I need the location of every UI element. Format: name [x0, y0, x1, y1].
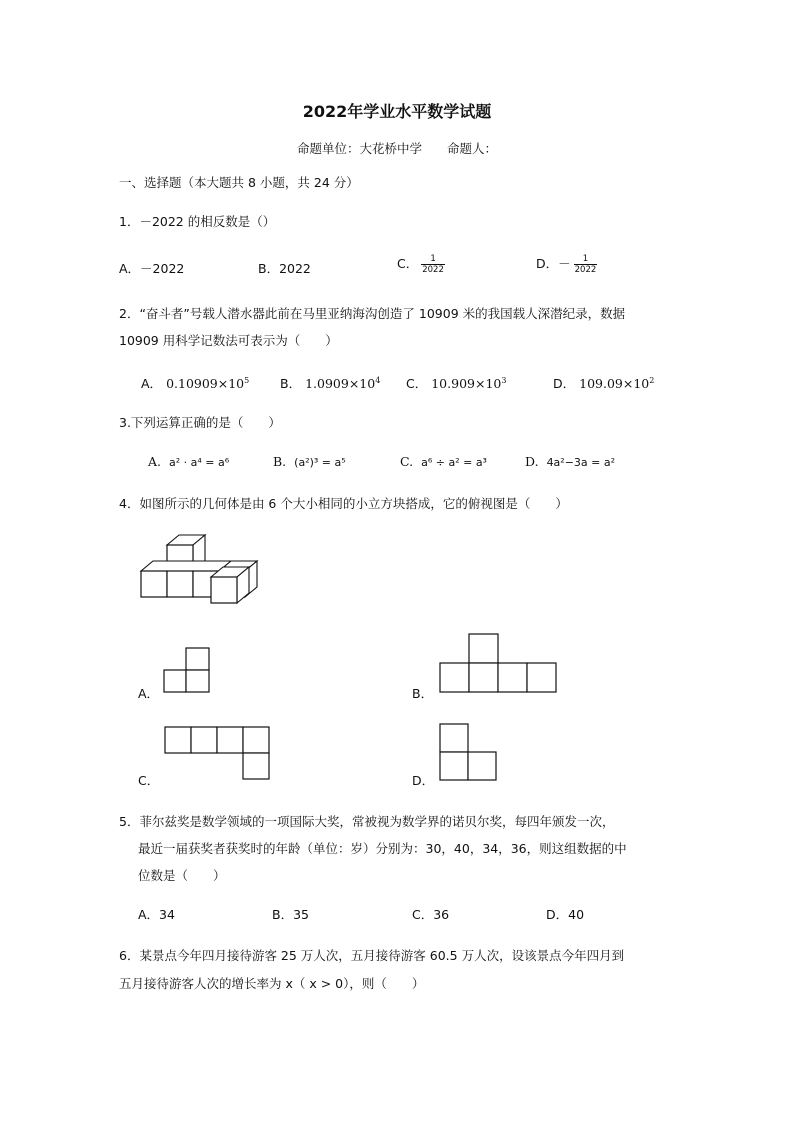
exponent: 4 — [375, 376, 381, 385]
section-heading: 一、选择题（本大题共 8 小题，共 24 分） — [119, 175, 359, 190]
q1-option-a: A．－2022 — [119, 261, 185, 276]
cube-face — [167, 571, 193, 597]
q1-option-d — [536, 254, 597, 275]
q1-option-d-fraction — [574, 254, 598, 275]
option-label: D． — [553, 376, 576, 391]
q5-option-d: D．40 — [546, 907, 585, 922]
option-expression: 4a²−3a = a² — [546, 456, 616, 469]
q2-option-a — [141, 374, 249, 392]
question-6-line-2: 五月接待游客人次的增长率为 x（ x > 0），则（ ） — [119, 976, 425, 991]
option-value: 10.909×10 — [431, 376, 502, 391]
q4-option-d-view — [438, 722, 498, 782]
option-label: A. — [148, 454, 162, 469]
option-label: D. — [525, 454, 539, 469]
question-2-line-2: 10909 用科学记数法可表示为（ ） — [119, 333, 338, 348]
question-5-line-2: 最近一届获奖者获奖时的年龄（单位：岁）分别为：30，40，34，36，则这组数据的中 — [138, 841, 627, 856]
fraction-denominator: 2022 — [422, 265, 444, 275]
q2-option-b — [280, 374, 380, 392]
q4-option-d-label: D． — [412, 773, 435, 788]
option-value: 109.09×10 — [579, 376, 650, 391]
q1-option-c-fraction — [421, 254, 445, 275]
q1-option-c-label: C． — [397, 256, 419, 271]
q4-option-b-label: B． — [412, 686, 434, 701]
q5-option-c: C．36 — [412, 907, 450, 922]
q4-option-c-view — [163, 725, 271, 781]
option-value: 1.0909×10 — [305, 376, 376, 391]
exponent: 2 — [649, 376, 655, 385]
q4-option-a-label: A． — [138, 686, 160, 701]
q4-option-c-label: C． — [138, 773, 160, 788]
option-label: A． — [141, 376, 163, 391]
question-4-stem: 4．如图所示的几何体是由 6 个大小相同的小立方块搭成，它的俯视图是（ ） — [119, 496, 568, 511]
q3-option-d — [525, 454, 615, 469]
fraction-denominator: 2022 — [574, 265, 597, 275]
q3-option-b — [273, 454, 346, 469]
fraction-numerator: 1 — [582, 254, 589, 264]
q2-option-c — [406, 374, 506, 392]
q1-option-b: B．2022 — [258, 261, 311, 276]
question-3-stem: 3.下列运算正确的是（ ） — [119, 415, 281, 430]
option-label: C. — [400, 454, 414, 469]
q5-option-b: B．35 — [272, 907, 309, 922]
fraction-numerator: 1 — [430, 254, 436, 264]
question-2-line-1: 2．“奋斗者”号载人潜水器此前在马里亚纳海沟创造了 10909 米的我国载人深潜纪录，数据 — [119, 306, 626, 321]
option-label: C． — [406, 376, 428, 391]
option-expression: a⁶ ÷ a² = a³ — [421, 456, 487, 469]
option-expression: a² · a⁴ = a⁶ — [169, 456, 230, 469]
q4-option-b-view — [438, 632, 558, 694]
exponent: 5 — [244, 376, 250, 385]
q4-option-a-view — [162, 646, 212, 694]
q2-option-d — [553, 374, 654, 392]
q3-option-c — [400, 454, 487, 469]
question-5-line-3: 位数是（ ） — [138, 868, 226, 883]
question-1-stem: 1．－2022 的相反数是（） — [119, 214, 276, 229]
cube-face — [211, 577, 237, 603]
option-label: B. — [273, 454, 287, 469]
page-subtitle: 命题单位：大花桥中学 命题人： — [296, 141, 497, 156]
option-value: 0.10909×10 — [166, 376, 245, 391]
option-expression: (a²)³ = a⁵ — [294, 456, 346, 469]
option-label: B． — [280, 376, 302, 391]
question-5-line-1: 5．菲尔兹奖是数学领域的一项国际大奖，常被视为数学界的诺贝尔奖，每四年颁发一次， — [119, 814, 615, 829]
cube-solid-figure — [135, 532, 265, 608]
question-6-line-1: 6．某景点今年四月接待游客 25 万人次，五月接待游客 60.5 万人次，设该景点今年四月到 — [119, 948, 625, 963]
cube-face — [141, 571, 167, 597]
exponent: 3 — [501, 376, 507, 385]
cube-face — [141, 561, 231, 571]
q1-option-c — [397, 254, 445, 275]
q5-option-a: A．34 — [138, 907, 175, 922]
q3-option-a — [148, 454, 229, 469]
page-title: 2022年学业水平数学试题 — [302, 102, 492, 121]
q1-option-d-label: D．－ — [536, 256, 571, 271]
